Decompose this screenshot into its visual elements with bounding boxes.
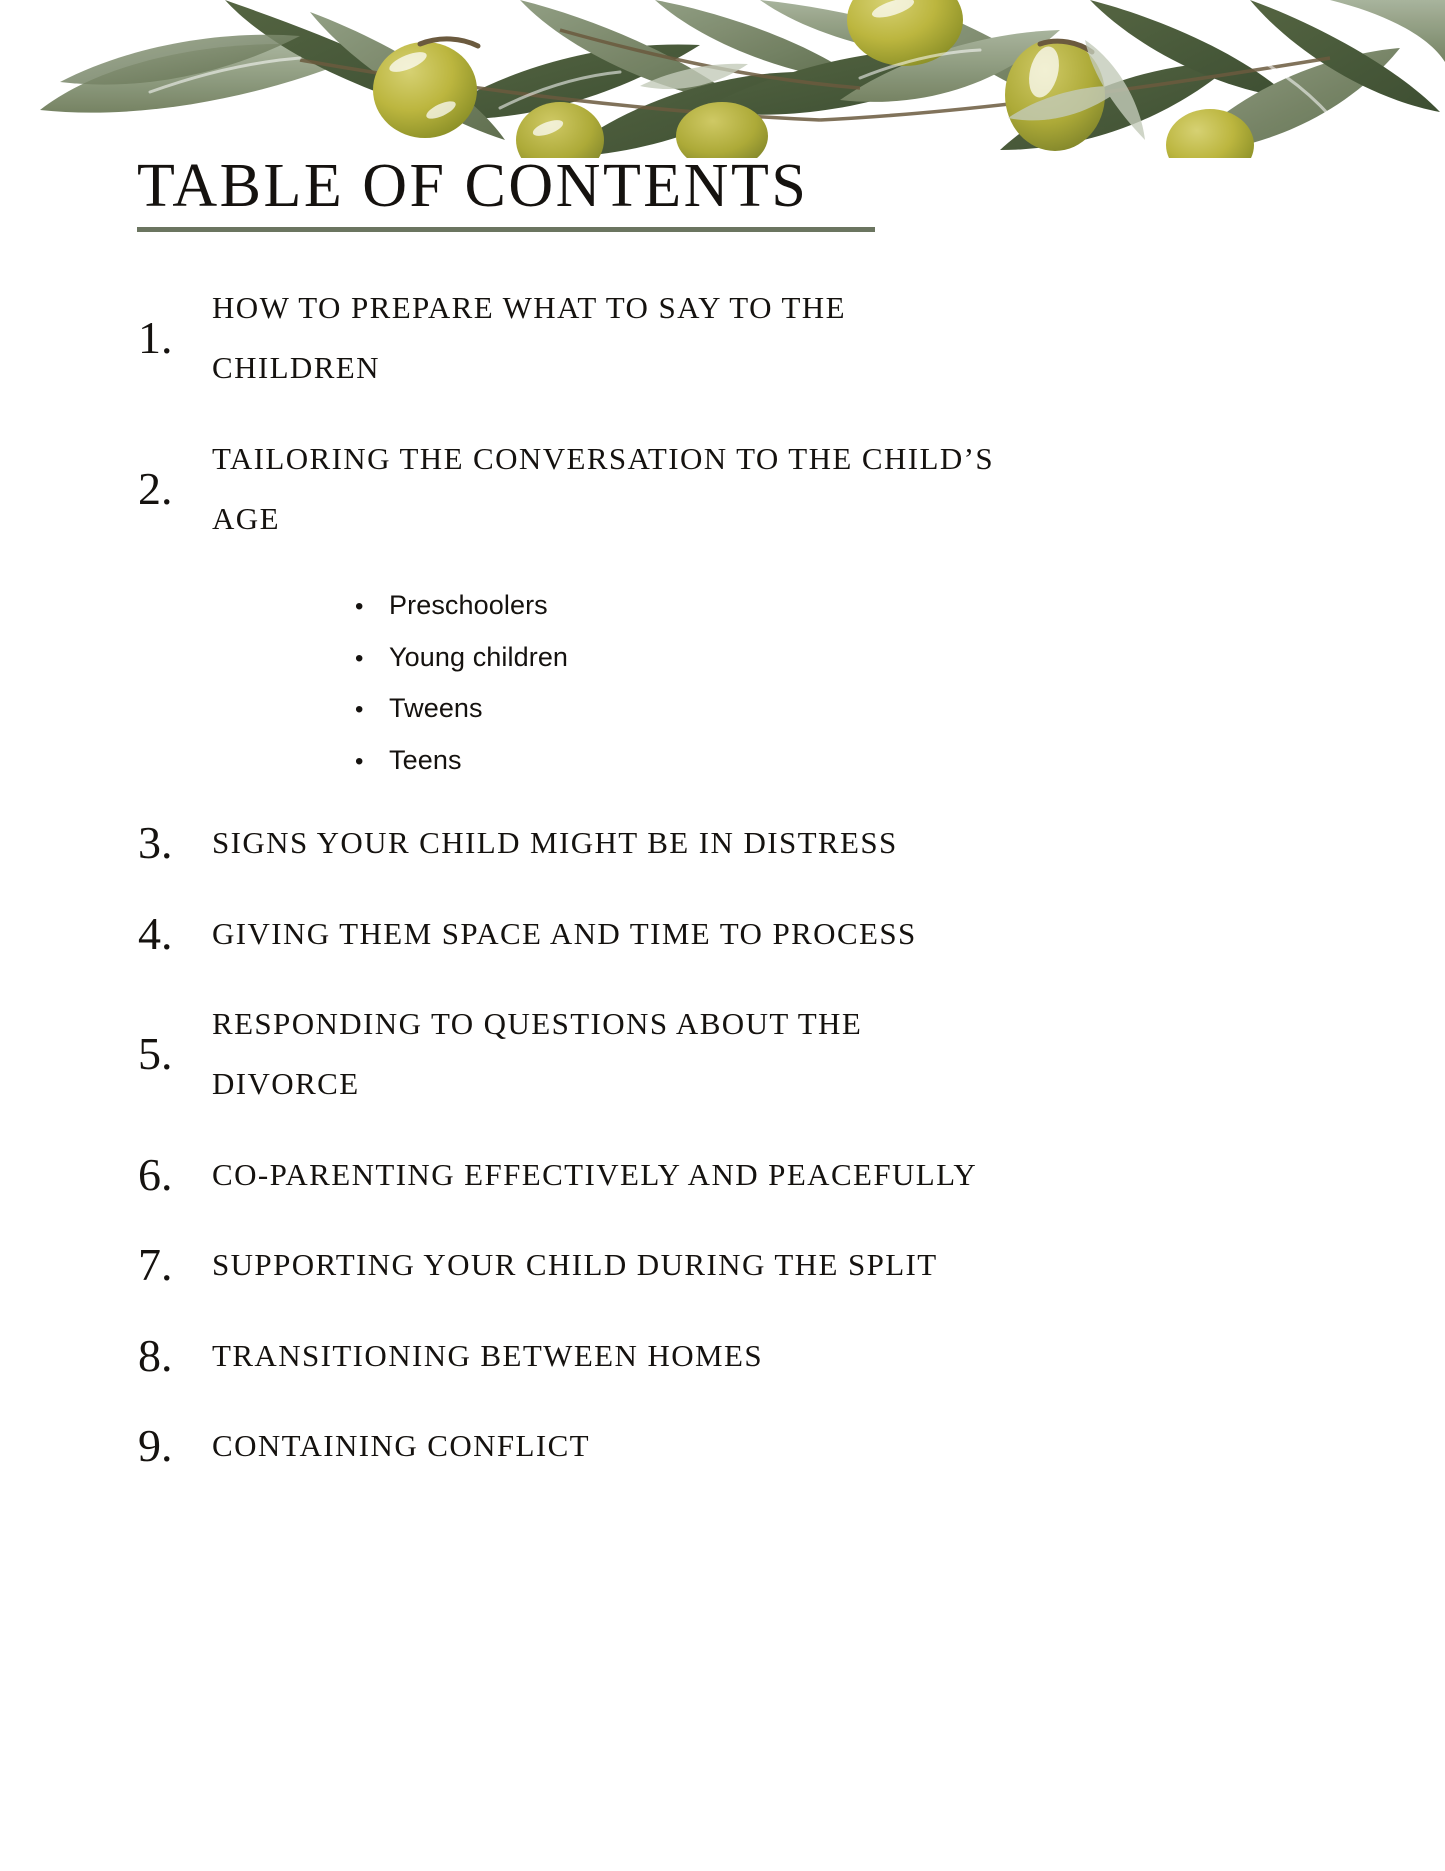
toc-number-3: 3. xyxy=(138,817,173,869)
list-item[interactable] xyxy=(355,683,1330,735)
title-divider xyxy=(137,227,875,232)
toc-number-8: 8. xyxy=(138,1329,173,1381)
toc-number-5: 5. xyxy=(138,1028,173,1080)
toc-entry-9[interactable] xyxy=(130,1416,1330,1476)
toc-label-4: GIVING THEM SPACE AND TIME TO PROCESS xyxy=(212,915,917,951)
page-title: TABLE OF CONTENTS xyxy=(137,152,809,220)
bullet-icon: • xyxy=(355,592,364,620)
toc-subitem-label: Teens xyxy=(389,745,462,776)
toc-number-2: 2. xyxy=(138,463,173,515)
toc-label-5: RESPONDING TO QUESTIONS ABOUT THE DIVORCE xyxy=(212,1005,863,1102)
list-item[interactable] xyxy=(355,632,1330,684)
toc-number-6: 6. xyxy=(138,1149,173,1201)
toc-entry-7[interactable] xyxy=(130,1235,1330,1295)
toc-label-3: SIGNS YOUR CHILD MIGHT BE IN DISTRESS xyxy=(212,825,898,861)
toc-subitem-label: Tweens xyxy=(389,693,483,724)
bullet-icon: • xyxy=(355,748,364,776)
bullet-icon: • xyxy=(355,644,364,672)
page-title-block xyxy=(137,152,1317,232)
toc-entry-4[interactable] xyxy=(130,904,1330,964)
list-item[interactable] xyxy=(355,735,1330,787)
toc-label-9: CONTAINING CONFLICT xyxy=(212,1428,591,1464)
toc-subitem-label: Preschoolers xyxy=(389,589,548,620)
toc-label-2: TAILORING THE CONVERSATION TO THE CHILD’S AGE xyxy=(212,440,994,537)
toc-subitem-list-2 xyxy=(130,580,1330,787)
toc-entry-2[interactable] xyxy=(130,429,1330,550)
olive-branch-decoration xyxy=(0,0,1445,158)
toc-number-7: 7. xyxy=(138,1239,173,1291)
table-of-contents-list xyxy=(130,278,1330,1507)
toc-subitem-label: Young children xyxy=(389,641,569,672)
toc-label-1: HOW TO PREPARE WHAT TO SAY TO THE CHILDREN xyxy=(212,290,846,386)
list-item[interactable] xyxy=(355,580,1330,632)
toc-number-4: 4. xyxy=(138,907,173,959)
toc-label-7: SUPPORTING YOUR CHILD DURING THE SPLIT xyxy=(212,1247,938,1283)
toc-label-8: TRANSITIONING BETWEEN HOMES xyxy=(212,1337,763,1373)
bullet-icon: • xyxy=(355,696,364,724)
toc-entry-3[interactable] xyxy=(130,813,1330,873)
toc-entry-5[interactable] xyxy=(130,994,1330,1115)
toc-number-1: 1. xyxy=(138,312,173,364)
toc-entry-8[interactable] xyxy=(130,1326,1330,1386)
toc-label-6: CO-PARENTING EFFECTIVELY AND PEACEFULLY xyxy=(212,1156,978,1192)
toc-number-9: 9. xyxy=(138,1420,173,1472)
toc-entry-1[interactable] xyxy=(130,278,1330,399)
toc-entry-6[interactable] xyxy=(130,1145,1330,1205)
